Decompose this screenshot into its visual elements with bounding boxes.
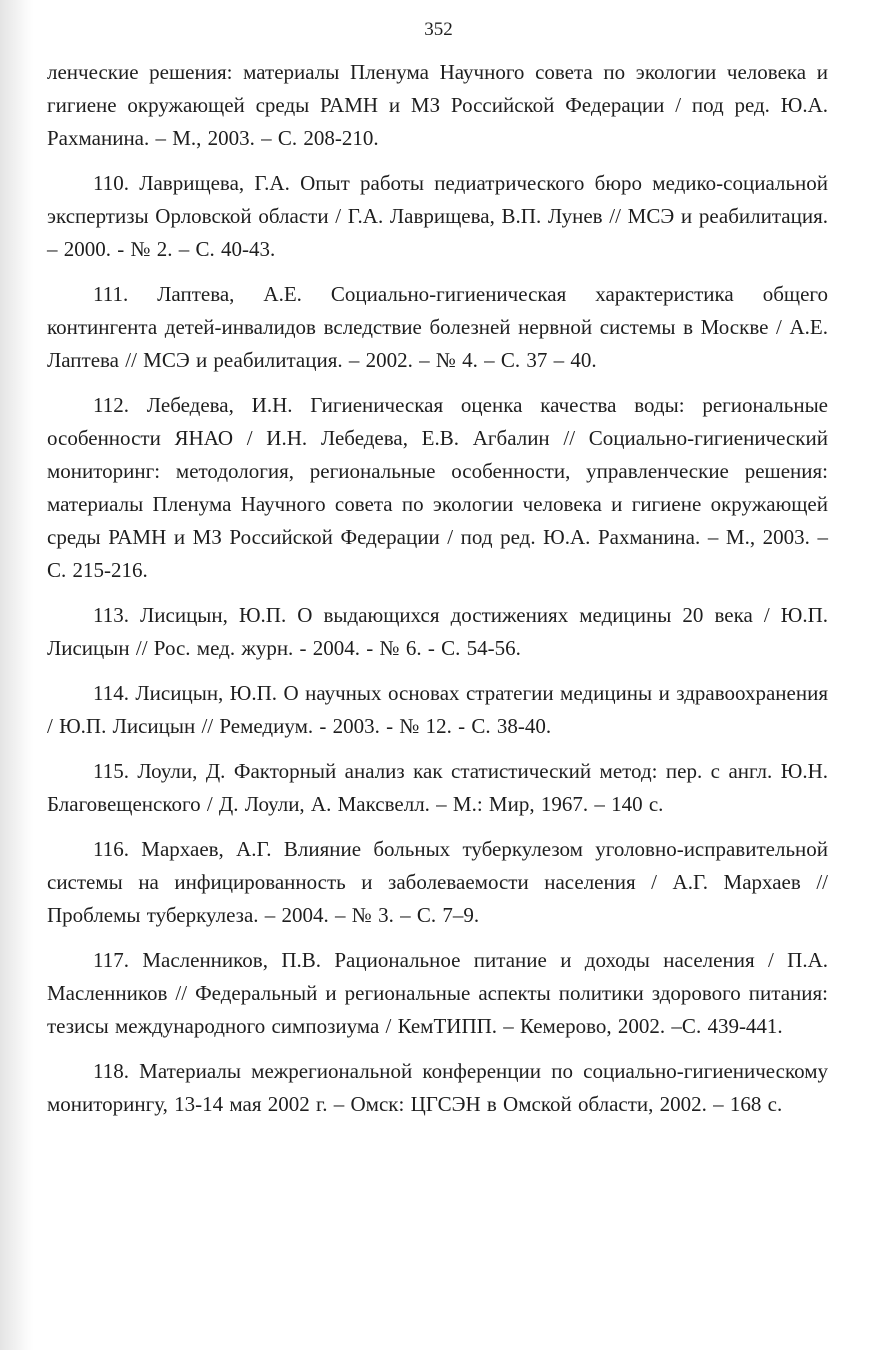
reference-113: 113. Лисицын, Ю.П. О выдающихся достижениях медицины 20 века / Ю.П. Лисицын // Рос. мед. журн. - 2004. - № 6. - С. 54-56.	[47, 603, 828, 660]
reference-116: 116. Мархаев, А.Г. Влияние больных туберкулезом уголовно-исправительной системы на инфицированность и заболеваемости населения / А.Г. Мархаев // Проблемы туберкулеза. – 2004. – № 3. – С. 7–9.	[47, 837, 828, 927]
scan-shadow-edge	[0, 0, 34, 1350]
reference-118: 118. Материалы межрегиональной конференции по социально-гигиеническому мониторингу, 13-14 мая 2002 г. – Омск: ЦГСЭН в Омской области, 2002. – 168 с.	[47, 1059, 828, 1116]
reference-117: 117. Масленников, П.В. Рациональное питание и доходы населения / П.А. Масленников // Федеральный и региональные аспекты политики здорового питания: тезисы международного симпозиума / КемТИПП. – Кемерово, 2002. –С. 439-441.	[47, 948, 828, 1038]
reference-list	[47, 56, 828, 1133]
reference-114: 114. Лисицын, Ю.П. О научных основах стратегии медицины и здравоохранения / Ю.П. Лисицын // Ремедиум. - 2003. - № 12. - С. 38-40.	[47, 681, 828, 738]
reference-continuation: ленческие решения: материалы Пленума Научного совета по экологии человека и гигиене окружающей среды РАМН и МЗ Российской Федерации / под ред. Ю.А. Рахманина. – М., 2003. – С. 208-210.	[47, 60, 828, 150]
page-number: 352	[424, 19, 453, 40]
reference-112: 112. Лебедева, И.Н. Гигиеническая оценка качества воды: региональные особенности ЯНАО / И.Н. Лебедева, Е.В. Агбалин // Социально-гигиенический мониторинг: методология, региональные особенности, управленческие решения: материалы Пленума Научного совета по экологии человека и гигиене окружающей среды РАМН и МЗ Российской Федерации / под ред. Ю.А. Рахманина. – М., 2003. – С. 215-216.	[47, 393, 828, 582]
reference-115: 115. Лоули, Д. Факторный анализ как статистический метод: пер. с англ. Ю.Н. Благовещенского / Д. Лоули, А. Максвелл. – М.: Мир, 1967. – 140 с.	[47, 759, 828, 816]
reference-111: 111. Лаптева, А.Е. Социально-гигиеническая характеристика общего контингента детей-инвалидов вследствие болезней нервной системы в Москве / А.Е. Лаптева // МСЭ и реабилитация. – 2002. – № 4. – С. 37 – 40.	[47, 282, 828, 372]
reference-110: 110. Лаврищева, Г.А. Опыт работы педиатрического бюро медико-социальной экспертизы Орловской области / Г.А. Лаврищева, В.П. Лунев // МСЭ и реабилитация. – 2000. - № 2. – С. 40-43.	[47, 171, 828, 261]
